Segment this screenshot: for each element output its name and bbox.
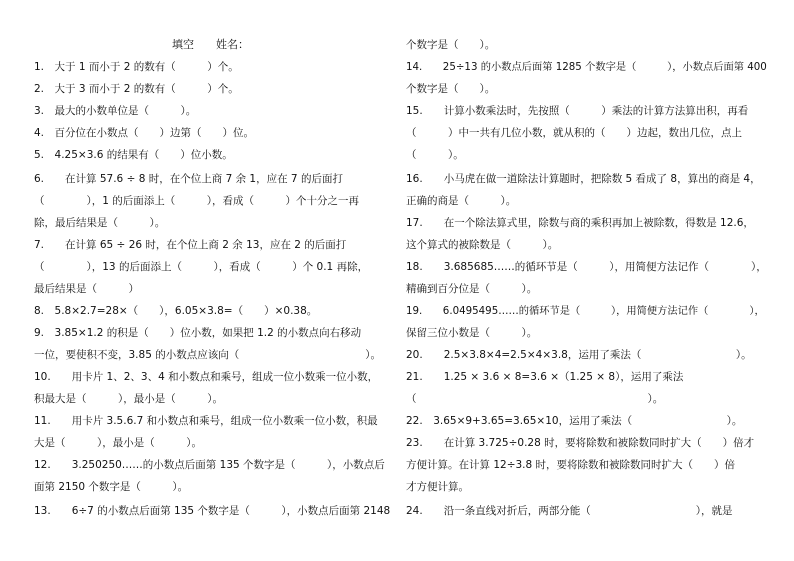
right-line: 正确的商是（ ）。: [406, 195, 517, 207]
right-line: 这个算式的被除数是（ ）。: [406, 239, 559, 251]
right-line: 方便计算。在计算 12÷3.8 时，要将除数和被除数同时扩大（ ）倍: [406, 459, 736, 471]
left-line: 13. 6÷7 的小数点后面第 135 个数字是（ ），小数点后面第 2148: [34, 505, 391, 517]
left-line: 6. 在计算 57.6 ÷ 8 时，在个位上商 7 余 1，应在 7 的后面打: [34, 173, 343, 185]
left-line: 积最大是（ ），最小是（ ）。: [34, 393, 223, 405]
left-line: 1. 大于 1 而小于 2 的数有（ ）个。: [34, 61, 239, 73]
left-line: 10. 用卡片 1、2、3、4 和小数点和乘号，组成一位小数乘一位小数，: [34, 371, 379, 383]
right-line: 18. 3.685685……的循环节是（ ），用简便方法记作（ ），: [406, 261, 767, 273]
right-line: 精确到百分位是（ ）。: [406, 283, 538, 295]
right-line: （ ）。: [406, 149, 464, 161]
left-line: 3. 最大的小数单位是（ ）。: [34, 105, 197, 117]
left-line: 5. 4.25×3.6 的结果有（ ）位小数。: [34, 149, 233, 161]
right-line: 16. 小马虎在做一道除法计算题时，把除数 5 看成了 8，算出的商是 4，: [406, 173, 761, 185]
left-line: 9. 3.85×1.2 的积是（ ）位小数，如果把 1.2 的小数点向右移动: [34, 327, 362, 339]
right-line: （ ）。: [406, 393, 664, 405]
right-line: 才方便计算。: [406, 481, 469, 493]
left-line: 2. 大于 3 而小于 2 的数有（ ）个。: [34, 83, 239, 95]
left-line: 8. 5.8×2.7=28×（ ），6.05×3.8=（ ）×0.38。: [34, 305, 318, 317]
left-line: 最后结果是（ ）: [34, 283, 139, 295]
right-line: 22. 3.65×9+3.65=3.65×10，运用了乘法（ ）。: [406, 415, 743, 427]
right-line: 个数字是（ ）。: [406, 39, 496, 51]
right-line: 17. 在一个除法算式里，除数与商的乘积再加上被除数，得数是 12.6，: [406, 217, 754, 229]
left-line: （ ），13 的后面添上（ ），看成（ ）个 0.1 再除，: [34, 261, 369, 273]
right-line: （ ）中一共有几位小数，就从积的（ ）边起，数出几位，点上: [406, 127, 742, 139]
left-line: 面第 2150 个数字是（ ）。: [34, 481, 189, 493]
left-line: 11. 用卡片 3.5.6.7 和小数点和乘号，组成一位小数乘一位小数，积最: [34, 415, 378, 427]
right-line: 15. 计算小数乘法时，先按照（ ）乘法的计算方法算出积，再看: [406, 105, 749, 117]
left-line: 一位，要使积不变，3.85 的小数点应该向（ ）。: [34, 349, 381, 361]
right-line: 14. 25÷13 的小数点后面第 1285 个数字是（ ），小数点后面第 400: [406, 61, 767, 73]
right-line: 20. 2.5×3.8×4=2.5×4×3.8，运用了乘法（ ）。: [406, 349, 752, 361]
left-line: 除，最后结果是（ ）。: [34, 217, 166, 229]
left-line: （ ），1 的后面添上（ ），看成（ ）个十分之一再: [34, 195, 360, 207]
right-line: 19. 6.0495495……的循环节是（ ），用简便方法记作（ ），: [406, 305, 765, 317]
right-line: 保留三位小数是（ ）。: [406, 327, 538, 339]
right-line: 24. 沿一条直线对折后，两部分能（ ），就是: [406, 505, 733, 517]
page-title: 填空 姓名：: [172, 38, 249, 51]
right-line: 个数字是（ ）。: [406, 83, 496, 95]
left-line: 7. 在计算 65 ÷ 26 时，在个位上商 2 余 13，应在 2 的后面打: [34, 239, 347, 251]
left-line: 大是（ ），最小是（ ）。: [34, 437, 202, 449]
left-line: 4. 百分位在小数点（ ）边第（ ）位。: [34, 127, 255, 139]
right-line: 21. 1.25 × 3.6 × 8=3.6 ×（1.25 × 8），运用了乘法: [406, 371, 684, 383]
left-line: 12. 3.250250……的小数点后面第 135 个数字是（ ），小数点后: [34, 459, 385, 471]
right-line: 23. 在计算 3.725÷0.28 时，要将除数和被除数同时扩大（ ）倍才: [406, 437, 755, 449]
